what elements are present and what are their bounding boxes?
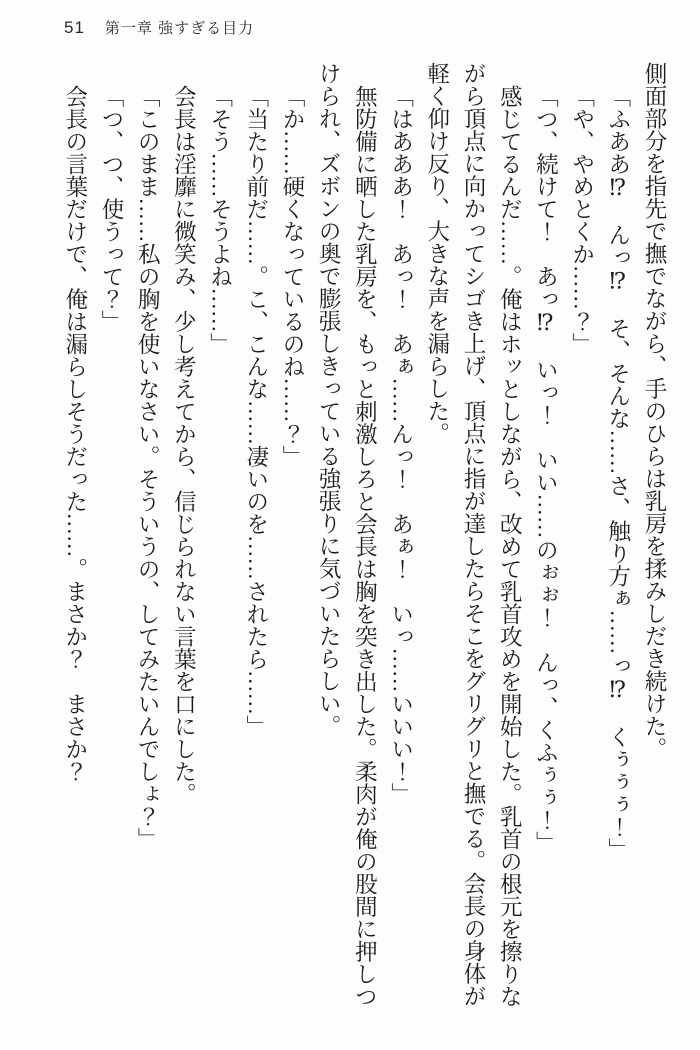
vertical-text-body xyxy=(56,62,672,1007)
paragraph: 「当たり前だ……。こ、こんな……凄いのを……されたら……」 xyxy=(243,84,269,737)
paragraph: 感じてるんだ……。俺はホッとしながら、改めて乳首攻めを開始した。乳首の根元を擦りながら頂点に向かってシゴき上げ、頂点に指が達したらそこをグリグリと撫でる。会長の身体が軽く仰け反り、大きな声を漏らした。 xyxy=(424,62,523,1007)
paragraph: 会長は淫靡に微笑み、少し考えてから、信じられない言葉を口にした。 xyxy=(171,84,197,805)
paragraph: 「つ、つ、使うって？」 xyxy=(98,84,124,332)
paragraph: 「か……硬くなっているのね……？」 xyxy=(279,84,305,467)
paragraph: 「ふああ⁉ んっ⁉ そ、そんな……さ、触り方ぁ……っ⁉ くぅぅぅ！」 xyxy=(605,84,631,860)
paragraph: 会長の言葉だけで、俺は漏らしそうだった……。まさか？ まさか？ xyxy=(62,84,88,782)
paragraph: 無防備に晒した乳房を、もっと刺激しろと会長は胸を突き出した。柔肉が俺の股間に押しつけられ、ズボンの奥で膨張しきっている強張りに気づいたらしい。 xyxy=(316,62,378,1007)
running-header xyxy=(64,17,254,38)
paragraph: 「や、やめとくか……？」 xyxy=(569,84,595,355)
paragraph: 「はあああ！ あっ！ あぁ……んっ！ あぁ！ いっ……いいい！」 xyxy=(388,84,414,805)
page-number: 51 xyxy=(64,18,85,37)
paragraph: 「このまま……私の胸を使いなさい。そういうの、してみたいんでしょ？」 xyxy=(135,84,161,850)
paragraph: 「そう……そうよね……」 xyxy=(207,84,233,355)
chapter-title: 第一章 強すぎる目力 xyxy=(104,20,255,37)
paragraph: 「つ、続けて！ あっ⁉ いっ！ いい……のぉぉ！ んっ、くふぅぅ！」 xyxy=(533,84,559,853)
paragraph: 側面部分を指先で撫でながら、手のひらは乳房を揉みしだき続けた。 xyxy=(642,62,667,760)
